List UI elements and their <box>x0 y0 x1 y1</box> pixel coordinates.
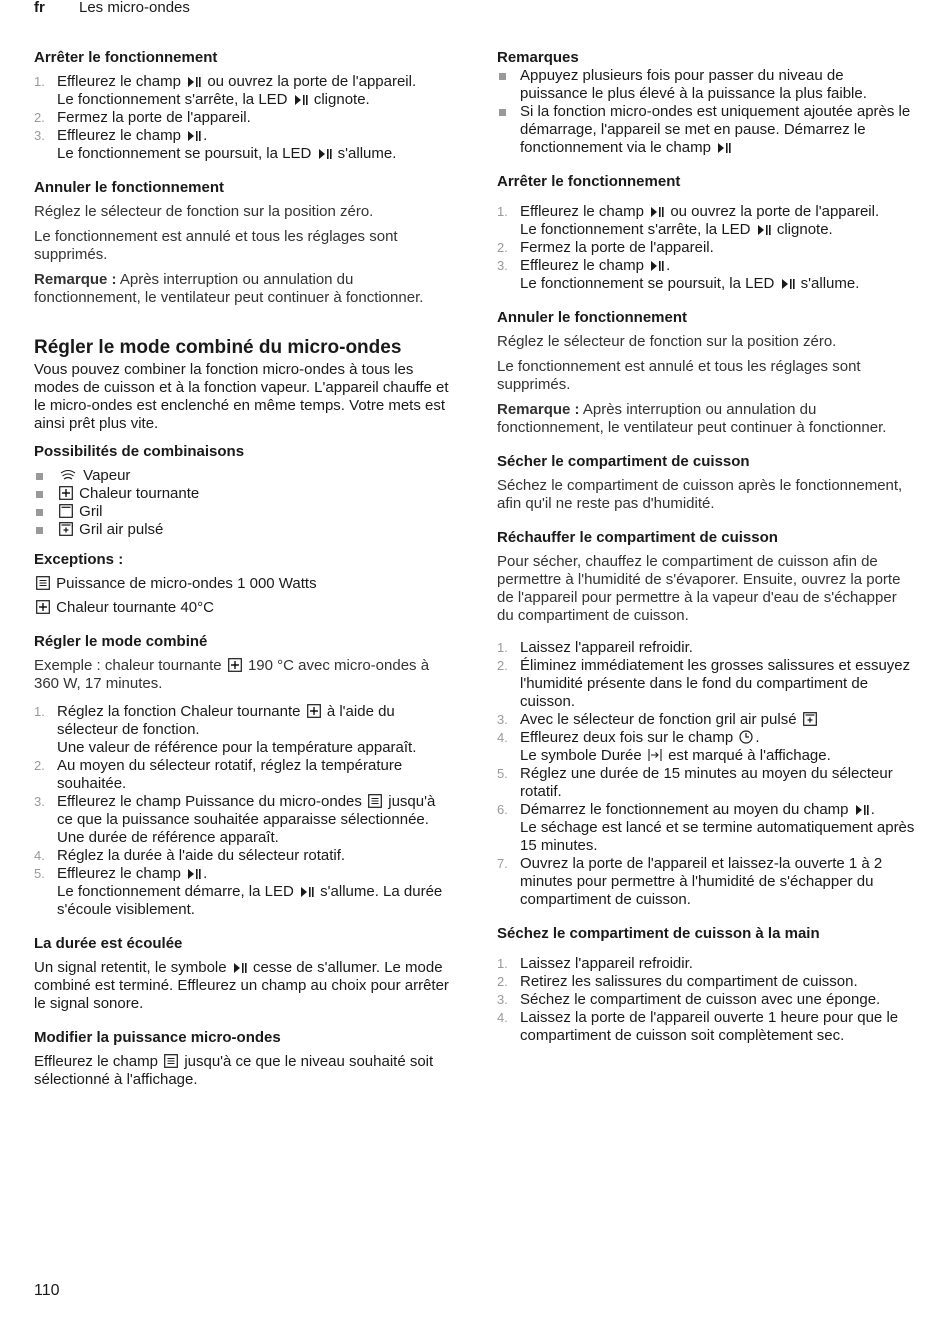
elapsed-text: Un signal retentit, le symbole cesse de s'allumer. Le mode combiné est terminé. Effleurez un champ au choix pour arrêter le signal sonore. <box>34 959 449 1012</box>
stop-title: Arrêter le fonctionnement <box>34 49 218 66</box>
example-text: Exemple : chaleur tournante 190 °C avec micro-ondes à 360 W, 17 minutes. <box>34 657 430 692</box>
dry-section <box>497 453 915 513</box>
remarks-section <box>497 49 915 157</box>
elapsed-section <box>34 935 452 1013</box>
play-pause-icon <box>300 886 314 898</box>
page-header <box>34 0 190 16</box>
list-item: 5. Effleurez le champ . Le fonctionnement démarre, la LED s'allume. La durée s'écoule visiblement. <box>34 865 443 918</box>
dry-text: Séchez le compartiment de cuisson après le fonctionnement, afin qu'il ne reste pas d'humidité. <box>497 477 903 512</box>
list-item: 3. Effleurez le champ Puissance du micro-ondes jusqu'à ce que la puissance souhaitée apparaisse sélectionnée. Une durée de référence apparaît. <box>34 793 436 846</box>
combined-title: Régler le mode combiné du micro-ondes <box>34 337 402 358</box>
left-column <box>34 49 452 1105</box>
play-pause-icon <box>294 94 308 106</box>
list-item: 3. Effleurez le champ . Le fonctionnement se poursuit, la LED s'allume. <box>34 127 397 162</box>
heat-steps <box>497 639 915 909</box>
list-item: 7. Ouvrez la porte de l'appareil et laissez-la ouverte 1 à 2 minutes pour permettre à l'humidité de s'échapper du compartiment de cuisson. <box>497 855 883 908</box>
cancel-operation-section <box>34 179 452 307</box>
list-item: Gril <box>34 503 452 521</box>
exceptions-title: Exceptions : <box>34 551 124 568</box>
hot-air-icon <box>228 658 242 672</box>
heat-section <box>497 529 915 909</box>
list-item: 3. Avec le sélecteur de fonction gril air pulsé <box>497 711 915 729</box>
play-pause-icon <box>650 206 664 218</box>
list-item: 2. Retirez les salissures du compartiment de cuisson. <box>497 973 858 990</box>
stop-operation-section <box>497 173 915 293</box>
list-item: 1. Laissez l'appareil refroidir. <box>497 639 693 656</box>
hand-dry-steps <box>497 955 915 1045</box>
list-item: 2. Au moyen du sélecteur rotatif, réglez la température souhaitée. <box>34 757 403 792</box>
play-pause-icon <box>318 148 332 160</box>
right-column <box>497 49 915 1061</box>
list-item: 1. Laissez l'appareil refroidir. <box>497 955 693 972</box>
list-item: 4. Effleurez deux fois sur le champ . Le symbole Durée est marqué à l'affichage. <box>497 729 831 764</box>
list-item: 4. Réglez la durée à l'aide du sélecteur rotatif. <box>34 847 346 864</box>
grill-icon <box>59 504 73 518</box>
play-pause-icon <box>717 142 731 154</box>
combined-mode-section <box>34 337 452 617</box>
play-pause-icon <box>781 278 795 290</box>
microwave-power-icon <box>368 794 382 808</box>
set-combined-steps <box>34 703 452 919</box>
combined-intro: Vous pouvez combiner la fonction micro-ondes à tous les modes de cuisson et à la fonction vapeur. L'appareil chauffe et le micro-ondes est enclenché en même temps. Votre mets est ainsi prêt plus vite. <box>34 361 449 432</box>
list-item: Si la fonction micro-ondes est uniquement ajoutée après le démarrage, l'appareil se met en pause. Démarrez le fonctionnement via le champ <box>497 103 915 157</box>
play-pause-icon <box>187 868 201 880</box>
stop-steps <box>34 73 452 163</box>
play-pause-icon <box>757 224 771 236</box>
list-item: 1. Effleurez le champ ou ouvrez la porte de l'appareil. Le fonctionnement s'arrête, la LED clignote. <box>497 203 880 238</box>
steam-icon <box>59 468 77 482</box>
list-item: 1. Effleurez le champ ou ouvrez la porte de l'appareil. Le fonctionnement s'arrête, la LED clignote. <box>34 73 417 108</box>
stop-operation-section <box>34 49 452 163</box>
heat-title: Réchauffer le compartiment de cuisson <box>497 529 778 546</box>
microwave-power-icon <box>36 576 50 590</box>
hot-air-icon <box>59 486 73 500</box>
modify-power-section <box>34 1029 452 1089</box>
cancel-title: Annuler le fonctionnement <box>497 309 688 326</box>
cancel-note: Remarque : Après interruption ou annulation du fonctionnement, le ventilateur peut continuer à fonctionner. <box>497 401 887 436</box>
microwave-power-icon <box>164 1054 178 1068</box>
language-code: fr <box>34 0 45 16</box>
stop-steps <box>497 203 915 293</box>
clock-icon <box>739 730 753 744</box>
cancel-title: Annuler le fonctionnement <box>34 179 225 196</box>
play-pause-icon <box>187 76 201 88</box>
list-item: 1. Réglez la fonction Chaleur tournante à l'aide du sélecteur de fonction. Une valeur de référence pour la température apparaît. <box>34 703 417 756</box>
hand-dry-section <box>497 925 915 1045</box>
stop-title: Arrêter le fonctionnement <box>497 173 681 190</box>
modify-text: Effleurez le champ jusqu'à ce que le niveau souhaité soit sélectionné à l'affichage. <box>34 1053 434 1088</box>
grill-fan-icon <box>803 712 817 726</box>
play-pause-icon <box>187 130 201 142</box>
duration-icon <box>648 748 662 762</box>
set-combined-title: Régler le mode combiné <box>34 633 208 650</box>
list-item: 4. Laissez la porte de l'appareil ouverte 1 heure pour que le compartiment de cuisson soit complètement sec. <box>497 1009 899 1044</box>
set-combined-section <box>34 633 452 919</box>
remarks-list <box>497 67 915 157</box>
elapsed-title: La durée est écoulée <box>34 935 183 952</box>
cancel-operation-section <box>497 309 915 437</box>
modify-title: Modifier la puissance micro-ondes <box>34 1029 281 1046</box>
hand-dry-title: Séchez le compartiment de cuisson à la main <box>497 925 820 942</box>
list-item: 3. Effleurez le champ . Le fonctionnement se poursuit, la LED s'allume. <box>497 257 860 292</box>
page-number: 110 <box>34 1282 60 1299</box>
section-title: Les micro-ondes <box>79 0 190 16</box>
cancel-note: Remarque : Après interruption ou annulation du fonctionnement, le ventilateur peut continuer à fonctionner. <box>34 271 424 306</box>
list-item: 2. Éliminez immédiatement les grosses salissures et essuyez l'humidité présente dans le fond du compartiment de cuisson. <box>497 657 911 710</box>
play-pause-icon <box>650 260 664 272</box>
list-item: Chaleur tournante <box>34 485 452 503</box>
grill-fan-icon <box>59 522 73 536</box>
cancel-paragraph: Réglez le sélecteur de fonction sur la position zéro. <box>497 333 837 350</box>
list-item: 6. Démarrez le fonctionnement au moyen du champ . Le séchage est lancé et se termine automatiquement après 15 minutes. <box>497 801 915 854</box>
list-item: 5. Réglez une durée de 15 minutes au moyen du sélecteur rotatif. <box>497 765 893 800</box>
play-pause-icon <box>233 962 247 974</box>
exception-item: Chaleur tournante 40°C <box>34 599 452 617</box>
list-item: 2. Fermez la porte de l'appareil. <box>34 109 251 126</box>
remarks-title: Remarques <box>497 49 579 66</box>
dry-title: Sécher le compartiment de cuisson <box>497 453 750 470</box>
list-item: Gril air pulsé <box>34 521 452 539</box>
list-item: 2. Fermez la porte de l'appareil. <box>497 239 714 256</box>
combinations-title: Possibilités de combinaisons <box>34 443 245 460</box>
hot-air-icon <box>36 600 50 614</box>
heat-text: Pour sécher, chauffez le compartiment de cuisson afin de permettre à l'humidité de s'évaporer. Ensuite, ouvrez la porte de l'appareil pour permettre à la vapeur d'eau de s'échapper du compartiment de cuisson. <box>497 553 901 624</box>
exception-item: Puissance de micro-ondes 1 000 Watts <box>34 575 452 593</box>
list-item: 3. Séchez le compartiment de cuisson avec une éponge. <box>497 991 881 1008</box>
play-pause-icon <box>855 804 869 816</box>
combinations-list <box>34 467 452 539</box>
cancel-paragraph: Réglez le sélecteur de fonction sur la position zéro. <box>34 203 374 220</box>
cancel-paragraph: Le fonctionnement est annulé et tous les réglages sont supprimés. <box>34 228 398 263</box>
list-item: Vapeur <box>34 467 452 485</box>
cancel-paragraph: Le fonctionnement est annulé et tous les réglages sont supprimés. <box>497 358 861 393</box>
list-item: Appuyez plusieurs fois pour passer du niveau de puissance le plus élevé à la puissance la plus faible. <box>497 67 915 103</box>
hot-air-icon <box>307 704 321 718</box>
